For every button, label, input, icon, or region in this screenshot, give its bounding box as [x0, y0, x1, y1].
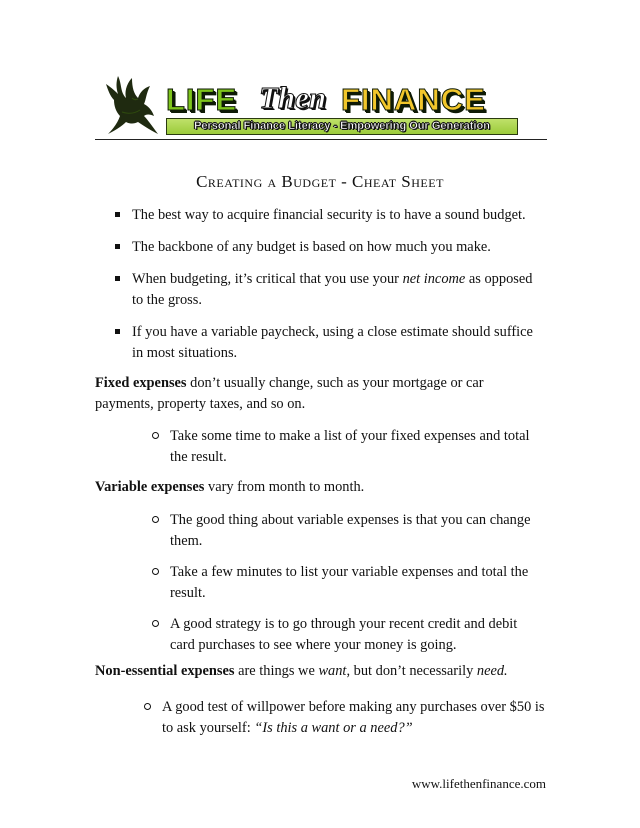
list-item: [152, 510, 552, 552]
logo-word-then: Then: [259, 80, 327, 115]
list-item-text-line: [162, 718, 413, 739]
list-item: [144, 697, 554, 739]
tagline: Personal Finance Literacy - Empowering Our Generation: [194, 120, 490, 132]
square-bullet-icon: [115, 244, 120, 249]
text-run: vary from month to month.: [204, 479, 365, 495]
circle-bullet-icon: [152, 568, 159, 575]
emphasis-want: want: [318, 663, 347, 679]
list-item-text-line: [132, 269, 532, 290]
text-run: , but don’t necessarily: [346, 663, 477, 679]
emphasis-question: “Is this a want or a need?”: [254, 720, 413, 736]
square-bullet-icon: [115, 329, 120, 334]
text-run: When budgeting, it’s critical that you use your: [132, 271, 403, 287]
list-item-text-line: A good strategy is to go through your recent credit and debit: [170, 616, 518, 632]
list-item-text-line: Take a few minutes to list your variable expenses and total the: [170, 564, 529, 580]
emphasis-need: need.: [476, 663, 508, 679]
fixed-expenses-paragraph-line2: payments, property taxes, and so on.: [95, 396, 306, 412]
square-bullet-icon: [115, 276, 120, 281]
eagle-icon: [104, 72, 162, 138]
site-logo: [104, 72, 544, 140]
list-item: [115, 269, 555, 311]
list-item-text-line: If you have a variable paycheck, using a close estimate should suffice: [132, 324, 533, 340]
tagline-banner: [166, 118, 518, 135]
text-run: to ask yourself:: [162, 720, 255, 736]
list-item-text-line: them.: [170, 533, 203, 549]
square-bullet-icon: [115, 212, 120, 217]
text-run: as opposed: [465, 271, 533, 287]
list-item-text: The best way to acquire financial security is to have a sound budget.: [132, 207, 526, 223]
footer-url: www.lifethenfinance.com: [411, 776, 546, 791]
list-item: [152, 614, 552, 656]
list-item-text-line: to the gross.: [132, 292, 202, 308]
list-item: [115, 322, 555, 364]
logo-word-life: LIFE: [166, 82, 238, 117]
term-fixed-expenses: Fixed expenses: [95, 375, 187, 391]
fixed-expenses-paragraph: [95, 373, 484, 394]
term-nonessential-expenses: Non-essential expenses: [95, 663, 235, 679]
list-item-text-line: the result.: [170, 449, 227, 465]
header-divider: [95, 139, 547, 140]
page-title: Creating a Budget - Cheat Sheet: [196, 172, 444, 191]
term-variable-expenses: Variable expenses: [95, 479, 205, 495]
variable-expenses-paragraph: [95, 477, 364, 498]
circle-bullet-icon: [152, 620, 159, 627]
circle-bullet-icon: [144, 703, 151, 710]
circle-bullet-icon: [152, 516, 159, 523]
text-run: don’t usually change, such as your mortgage or car: [186, 375, 484, 391]
list-item-text-line: card purchases to see where your money is going.: [170, 637, 457, 653]
list-item-text-line: result.: [170, 585, 206, 601]
list-item-text-line: in most situations.: [132, 345, 238, 361]
list-item-text-line: The good thing about variable expenses is that you can change: [170, 512, 531, 528]
nonessential-expenses-paragraph: [95, 661, 508, 682]
emphasis-net-income: net income: [402, 271, 466, 287]
circle-bullet-icon: [152, 432, 159, 439]
list-item: [152, 562, 552, 604]
list-item-text: The backbone of any budget is based on how much you make.: [132, 239, 491, 255]
list-item-text-line: A good test of willpower before making any purchases over $50 is: [162, 699, 545, 715]
text-run: are things we: [234, 663, 319, 679]
list-item: [152, 426, 552, 468]
logo-word-finance: FINANCE: [341, 82, 486, 117]
list-item-text-line: Take some time to make a list of your fixed expenses and total: [170, 428, 530, 444]
